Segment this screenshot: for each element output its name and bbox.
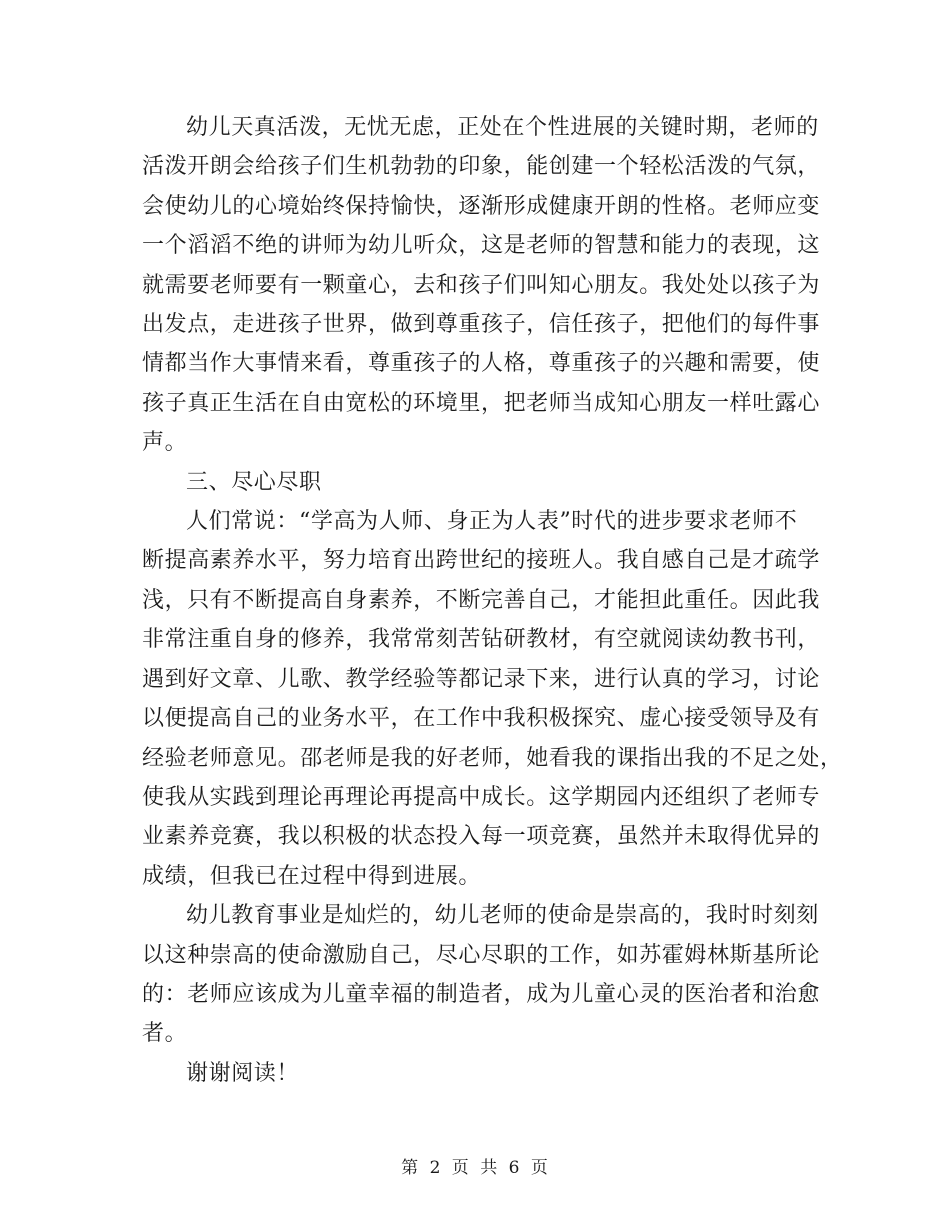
section-heading: 三、尽心尽职: [186, 469, 322, 495]
text-line: 非常注重自身的修养，我常常刻苦钻研教材，有空就阅读幼教书刊，: [142, 627, 821, 653]
text-line: 出发点，走进孩子世界，做到尊重孩子，信任孩子，把他们的每件事: [142, 312, 821, 338]
text-line: 活泼开朗会给孩子们生机勃勃的印象，能创建一个轻松活泼的气氛，: [142, 154, 821, 180]
text-line: 孩子真正生活在自由宽松的环境里，把老师当成知心朋友一样吐露心: [142, 390, 821, 416]
text-line: 业素养竞赛，我以积极的状态投入每一项竞赛，虽然并未取得优异的: [142, 824, 821, 850]
page-number-footer: 第 2 页 共 6 页: [401, 1158, 549, 1178]
text-line: 谢谢阅读！: [186, 1060, 300, 1086]
text-line: 的：老师应该成为儿童幸福的制造者，成为儿童心灵的医治者和治愈: [142, 981, 821, 1007]
text-line: 人们常说：“学高为人师、身正为人表”时代的进步要求老师不: [186, 509, 798, 535]
paragraph-2: [142, 502, 843, 896]
text-line: 浅，只有不断提高自身素养，不断完善自己，才能担此重任。因此我: [142, 587, 821, 613]
text-line: 以便提高自己的业务水平，在工作中我积极探究、虚心接受领导及有: [142, 706, 821, 732]
paragraph-3: [142, 896, 821, 1054]
text-line: 断提高素养水平，努力培育出跨世纪的接班人。我自感自己是才疏学: [142, 548, 821, 574]
text-line: 幼儿教育事业是灿烂的，幼儿老师的使命是崇高的，我时时刻刻: [186, 903, 819, 929]
text-line: 以这种崇高的使命激励自己，尽心尽职的工作，如苏霍姆林斯基所论: [142, 942, 821, 968]
document-body: [142, 108, 843, 1093]
text-line: 一个滔滔不绝的讲师为幼儿听众，这是老师的智慧和能力的表现，这: [142, 233, 821, 259]
text-line: 声。: [142, 430, 188, 456]
text-line: 就需要老师要有一颗童心，去和孩子们叫知心朋友。我处处以孩子为: [142, 272, 821, 298]
text-line: 遇到好文章、儿歌、教学经验等都记录下来，进行认真的学习，讨论: [142, 666, 821, 692]
paragraph-1: [142, 108, 821, 463]
text-line: 者。: [142, 1021, 188, 1047]
text-line: 经验老师意见。邵老师是我的好老师，她看我的课指出我的不足之处，: [142, 745, 843, 771]
text-line: 成绩，但我已在过程中得到进展。: [142, 863, 482, 889]
text-line: 幼儿天真活泼，无忧无虑，正处在个性进展的关键时期，老师的: [186, 115, 819, 140]
text-line: 会使幼儿的心境始终保持愉快，逐渐形成健康开朗的性格。老师应变: [142, 193, 821, 219]
closing-line: [142, 1054, 802, 1093]
text-line: 使我从实践到理论再理论再提高中成长。这学期园内还组织了老师专: [142, 784, 821, 810]
text-line: 情都当作大事情来看，尊重孩子的人格，尊重孩子的兴趣和需要，使: [142, 351, 821, 377]
